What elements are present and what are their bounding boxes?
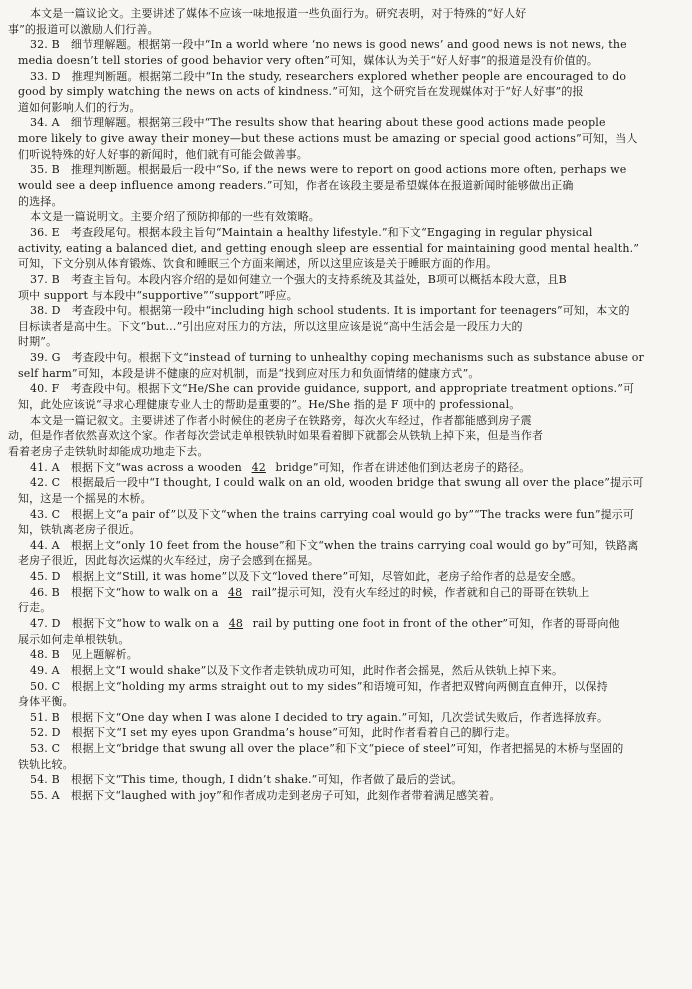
text-line: 本文是一篇说明文。主要介绍了预防抑郁的一些有效策略。 [30,210,320,224]
text-line: 46. B 根据下文“how to walk on a 48 rail”提示可知，没有火车经过的时候，作者就和自己的哥哥在铁轨上 [30,585,590,599]
text-line: 本文是一篇议论文。主要讲述了媒体不应该一味地报道一些负面行为。研究表明，对于特殊的“好人好 [30,7,527,20]
text-line: media doesn’t tell stories of good behavior very often”可知，媒体认为关于“好人好事”的报道是没有价值的。 [18,53,599,67]
text-line: 43. C 根据上文“a pair of”以及下文“when the trains carrying coal would go by”“The tracks were fun”提示可 [30,507,635,521]
text-line: would see a deep influence among readers.”可知，作者在该段主要是希望媒体在报道新闻时能够做出正确 [18,179,574,193]
text-line: 的选择。 [18,194,63,208]
text-line: more likely to give away their money—but these actions must be amazing or special good actions”可知，当人 [18,132,638,146]
text-line: 看着老房子走铁轨时却能成功地走下去。 [8,444,209,458]
blank-number: 48 [228,616,244,630]
text-line: 51. B 根据下文“One day when I was alone I decided to try again.”可知，几次尝试失败后，作者选择放弃。 [30,710,609,724]
text-line: 50. C 根据上文“holding my arms straight out to my sides”和语境可知，作者把双臂向两侧直直伸开，以保持 [30,679,608,693]
text-line: 可知，下文分别从体育锻炼、饮食和睡眠三个方面来阐述，所以这里应该是关于睡眠方面的作用。 [18,257,498,271]
text-line: 37. B 考查主旨句。本段内容介绍的是如何建立一个强大的支持系统及其益处，B项可以概括本段大意，且B [30,272,567,286]
text-line: 时期”。 [18,335,58,349]
text-line: 动，但是作者依然喜欢这个家。作者每次尝试走单根铁轨时如果看着脚下就都会从铁轨上掉下来，但是当作者 [8,429,544,443]
text-line: 38. D 考查段中句。根据第一段中“including high school students. It is important for teenagers”可知，本文的 [30,304,630,318]
text-line: activity, eating a balanced diet, and getting enough sleep are essential for maintaining good mental health.” [18,241,640,255]
text-line: 52. D 根据下文“I set my eyes upon Grandma’s house”可知，此时作者看着自己的脚行走。 [30,726,517,740]
text-line: 铁轨比较。 [18,757,74,771]
text-line: 目标读者是高中生。下文“but…”引出应对压力的方法，所以这里应该是说“高中生活会是一段压力大的 [18,319,523,333]
text-line: 们听说特殊的好人好事的新闻时，他们就有可能会做善事。 [18,147,308,161]
text-line: 47. D 根据下文“how to walk on a 48 rail by putting one foot in front of the other”可知，作者的哥哥向他 [30,616,620,630]
text-line: 53. C 根据上文“bridge that swung all over the place”和下文“piece of steel”可知，作者把摇晃的木桥与坚固的 [30,742,624,756]
text-line: good by simply watching the news on acts of kindness.”可知，这个研究旨在发现媒体对于“好人好事”的报 [18,85,584,99]
text-line: self harm”可知，本段是讲不健康的应对机制，而是“找到应对压力和负面情绪的健康方式”。 [18,366,480,380]
text-line: 39. G 考查段中句。根据下文“instead of turning to unhealthy coping mechanisms such as substance abuse or [30,351,644,365]
text-line: 41. A 根据下文“was across a wooden 42 bridge”可知，作者在讲述他们到达老房子的路径。 [30,460,531,474]
text-line: 32. B 细节理解题。根据第一段中“In a world where ‘no news is good news’ and good news is not news, the [30,38,627,52]
text-line: 35. B 推理判断题。根据最后一段中“So, if the news were to report on good actions more often, perhaps we [30,163,627,177]
text-line: 知，铁轨离老房子很近。 [18,523,141,537]
text-line: 老房子很近，因此每次运煤的火车经过，房子会感到在摇晃。 [18,554,320,568]
text-line: 身体平衡。 [18,695,74,709]
explanation-text-block [8,6,684,804]
text-line: 道如何影响人们的行为。 [18,100,141,114]
text-line: 本文是一篇记叙文。主要讲述了作者小时候住的老房子在铁路旁，每次火车经过，作者都能感到房子震 [30,413,532,427]
text-line: 事”的报道可以激励人们行善。 [8,22,159,36]
text-line: 知，此处应该说“寻求心理健康专业人士的帮助是重要的”。He/She 指的是 F 项中的 professional。 [18,398,521,412]
text-line: 45. D 根据上文“Still, it was home”以及下文“loved there”可知，尽管如此，老房子给作者的总是安全感。 [30,570,583,584]
text-line: 40. F 考查段中句。根据下文“He/She can provide guidance, support, and appropriate treatment options.”可 [30,382,635,396]
text-line: 36. E 考查段尾句。根据本段主旨句“Maintain a healthy lifestyle.”和下文“Engaging in regular physical [30,225,593,239]
blank-number: 48 [227,585,243,599]
text-line: 55. A 根据下文“laughed with joy”和作者成功走到老房子可知，此刻作者带着满足感笑着。 [30,789,501,803]
text-line: 34. A 细节理解题。根据第三段中“The results show that hearing about these good actions made people [30,116,606,130]
text-line: 33. D 推理判断题。根据第二段中“In the study, researchers explored whether people are encouraged to do [30,69,627,83]
text-line: 项中 support 与本段中“supportive”“support”呼应。 [18,288,298,302]
text-line: 54. B 根据下文“This time, though, I didn’t shake.”可知，作者做了最后的尝试。 [30,773,463,787]
text-line: 44. A 根据上文“only 10 feet from the house”和下文“when the trains carrying coal would go by”可知，铁路离 [30,538,639,552]
text-line: 行走。 [18,601,52,615]
text-line: 49. A 根据上文“I would shake”以及下文作者走铁轨成功可知，此时作者会摇晃，然后从铁轨上掉下来。 [30,663,564,677]
text-line: 展示如何走单根铁轨。 [18,632,130,646]
text-line: 知，这是一个摇晃的木桥。 [18,491,152,505]
text-line: 48. B 见上题解析。 [30,648,138,662]
blank-number: 42 [251,460,266,474]
text-line: 42. C 根据最后一段中“I thought, I could walk on an old, wooden bridge that swung all over the place”提示可 [30,476,644,490]
